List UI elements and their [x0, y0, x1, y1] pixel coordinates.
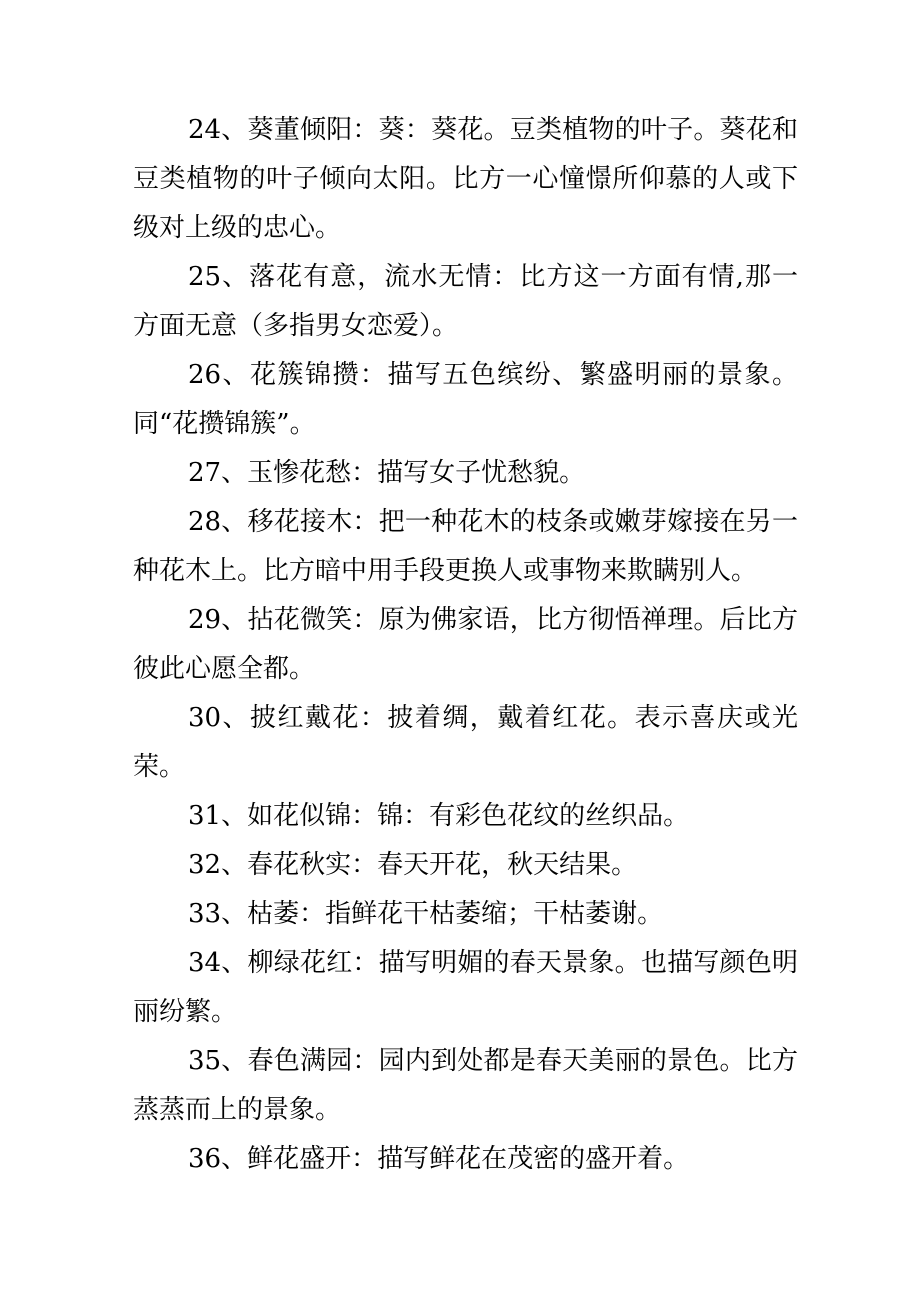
entry-31: 31、如花似锦：锦：有彩色花纹的丝织品。 — [188, 801, 690, 831]
entry-25: 25、落花有意，流水无情：比方这一方面有情,那一方面无意（多指男女恋爱）。 — [133, 262, 798, 341]
entry-30: 30、披红戴花：披着绸，戴着红花。表示喜庆或光荣。 — [133, 703, 798, 782]
entry-24: 24、葵董倾阳：葵：葵花。豆类植物的叶子。葵花和豆类植物的叶子倾向太阳。比方一心憧憬所仰慕的人或下级对上级的忠心。 — [133, 115, 798, 243]
entry-36: 36、鲜花盛开：描写鲜花在茂密的盛开着。 — [188, 1144, 690, 1174]
entry-27: 27、玉惨花愁：描写女子忧愁貌。 — [188, 458, 586, 488]
entry-33: 33、枯萎：指鲜花干枯萎缩；干枯萎谢。 — [188, 899, 664, 929]
entry-35: 35、春色满园：园内到处都是春天美丽的景色。比方蒸蒸而上的景象。 — [133, 1046, 798, 1125]
entry-28: 28、移花接木：把一种花木的枝条或嫩芽嫁接在另一种花木上。比方暗中用手段更换人或事物来欺瞒别人。 — [133, 507, 798, 586]
document-body — [133, 106, 798, 1184]
entry-26: 26、花簇锦攒：描写五色缤纷、繁盛明丽的景象。同“花攒锦簇”。 — [133, 360, 798, 439]
entry-29: 29、拈花微笑：原为佛家语，比方彻悟禅理。后比方彼此心愿全都。 — [133, 605, 798, 684]
entry-32: 32、春花秋实：春天开花，秋天结果。 — [188, 850, 638, 880]
entry-34: 34、柳绿花红：描写明媚的春天景象。也描写颜色明丽纷繁。 — [133, 948, 798, 1027]
